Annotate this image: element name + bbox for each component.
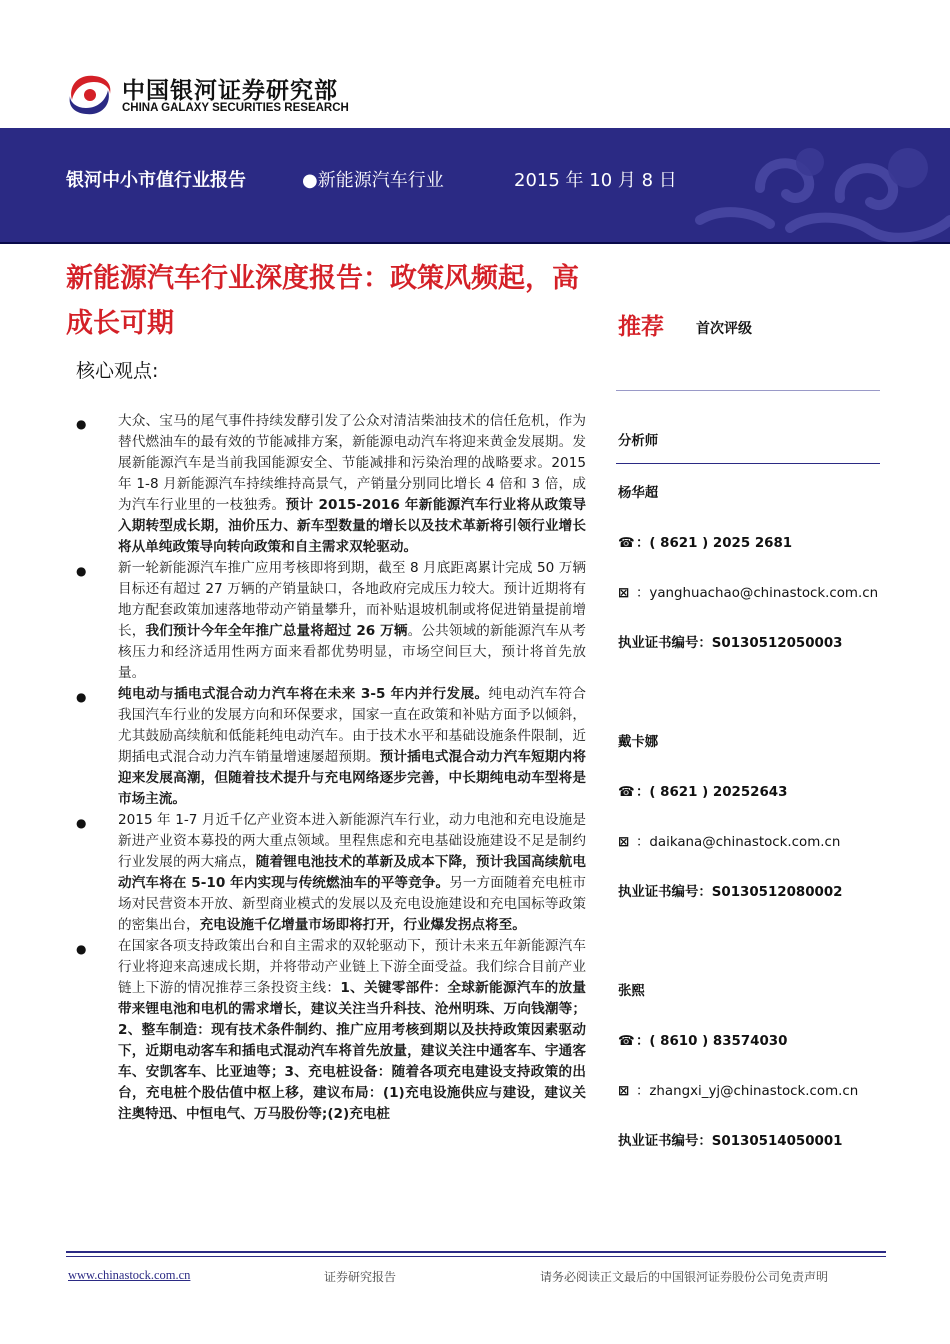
analyst-name: 张熙 (618, 984, 645, 999)
sidebar-divider (616, 463, 880, 464)
rating-label: 推荐 (618, 314, 664, 340)
report-title: 新能源汽车行业深度报告：政策风频起，高成长可期 (66, 263, 579, 339)
report-series: 银河中小市值行业报告 (66, 170, 246, 191)
sidebar-divider (616, 390, 880, 391)
analyst-name: 杨华超 (618, 486, 659, 501)
analyst-email[interactable]: ⊠ ：yanghuachao@chinastock.com.cn (618, 586, 879, 601)
core-view-list (66, 411, 586, 1125)
email-icon: ⊠ (618, 1084, 630, 1099)
footer-label: 证券研究报告 (324, 1270, 397, 1284)
list-item: ● 新一轮新能源汽车推广应用考核即将到期，截至 8 月底距离累计完成 50 万辆目标还有超过 27 万辆的产销量缺口，各地政府完成压力较大。预计近期将有地方配套政策加速落地带动产销量攀升，而补贴退坡机制或将促进销量提前增长，我们预计今年全年推广总量将超过 26 万辆。公共领域的新能源汽车从考核压力和经济适用性两方面来看都优势明显，市场空间巨大，预计将首先放量。 (76, 560, 587, 681)
industry-label: ●新能源汽车行业 (302, 170, 444, 191)
company-name-cn: 中国银河证券研究部 (122, 78, 338, 104)
analyst-email[interactable]: ⊠ ：zhangxi_yj@chinastock.com.cn (618, 1084, 859, 1099)
bullet-icon: ● (76, 942, 87, 956)
list-item: ● 2015 年 1-7 月近千亿产业资本进入新能源汽车行业，动力电池和充电设施是新进产业资本募投的两大重点领域。里程焦虑和充电基础设施建设不足是制约行业发展的两大痛点，随着锂电池技术的革新及成本下降，预计我国高续航电动汽车将在 5-10 年内实现与传统燃油车的平等竞争。另一方面随着充电桩市场对民营资本开放、新型商业模式的发展以及充电设施建设和充电国标等政策的密集出台，充电设施千亿增量市场即将打开，行业爆发拐点将至。 (76, 812, 587, 933)
phone-icon: ☎ (618, 536, 635, 551)
cloud-pattern-icon (640, 128, 950, 244)
bullet-icon: ● (76, 417, 87, 431)
analyst-phone: ☎：( 8621 ) 20252643 (618, 785, 788, 800)
analyst-cert: 执业证书编号：S0130512080002 (618, 885, 843, 900)
footer-divider (66, 1251, 886, 1253)
list-item: ● 纯电动与插电式混合动力汽车将在未来 3-5 年内并行发展。纯电动汽车符合我国汽车行业的发展方向和环保要求，国家一直在政策和补贴方面予以倾斜，尤其鼓励高续航和低能耗纯电动汽车。由于技术水平和基础设施条件限制，近期插电式混合动力汽车销量增速屡超预期。预计插电式混合动力汽车短期内将迎来发展高潮，但随着技术提升与充电网络逐步完善，中长期纯电动车型将是市场主流。 (76, 686, 587, 807)
phone-icon: ☎ (618, 785, 635, 800)
analyst-heading: 分析师 (618, 434, 659, 449)
email-icon: ⊠ (618, 835, 630, 850)
bullet-icon: ● (76, 690, 87, 704)
phone-icon: ☎ (618, 1034, 635, 1049)
report-date: 2015 年 10 月 8 日 (514, 170, 677, 191)
email-icon: ⊠ (618, 586, 630, 601)
company-logo (64, 70, 394, 120)
website-link[interactable]: www.chinastock.com.cn (68, 1268, 191, 1282)
list-item: ● 大众、宝马的尾气事件持续发酵引发了公众对清洁柴油技术的信任危机，作为替代燃油车的最有效的节能减排方案，新能源电动汽车将迎来黄金发展期。发展新能源汽车是当前我国能源安全、节能减排和污染治理的战略要求。2015 年 1-8 月新能源汽车持续维持高景气，产销量分别同比增长 4 倍和 3 倍，成为汽车行业里的一枝独秀。预计 2015-2016 年新能源汽车行业将从政策导入期转型成长期，油价压力、新车型数量的增长以及技术革新将引领行业增长将从单纯政策导向转向政策和自主需求双轮驱动。 (76, 413, 587, 555)
analyst-cert: 执业证书编号：S0130514050001 (618, 1134, 843, 1149)
analyst-email[interactable]: ⊠ ：daikana@chinastock.com.cn (618, 835, 841, 850)
company-name-en: CHINA GALAXY SECURITIES RESEARCH (122, 102, 349, 114)
galaxy-logo-icon (64, 70, 116, 120)
analyst-phone: ☎：( 8621 ) 2025 2681 (618, 536, 793, 551)
analyst-phone: ☎：( 8610 ) 83574030 (618, 1034, 788, 1049)
analyst-name: 戴卡娜 (618, 735, 659, 750)
banner-divider (0, 242, 950, 244)
bullet-icon: ● (76, 816, 87, 830)
core-view-heading: 核心观点: (76, 360, 159, 382)
analyst-cert: 执业证书编号：S0130512050003 (618, 636, 843, 651)
header-banner (0, 128, 950, 244)
rating-note: 首次评级 (696, 321, 752, 337)
bullet-icon: ● (76, 564, 87, 578)
footer-divider (66, 1256, 886, 1257)
list-item: ● 在国家各项支持政策出台和自主需求的双轮驱动下，预计未来五年新能源汽车行业将迎来高速成长期，并将带动产业链上下游全面受益。我们综合目前产业链上下游的情况推荐三条投资主线：1、关键零部件：全球新能源汽车的放量带来锂电池和电机的需求增长，建议关注当升科技、沧州明珠、万向钱潮等；2、整车制造：现有技术条件制约、推广应用考核到期以及扶持政策因素驱动下，近期电动客车和插电式混动汽车将首先放量，建议关注中通客车、宇通客车、安凯客车、比亚迪等；3、充电桩设备：随着各项充电建设支持政策的出台，充电桩个股估值中枢上移，建议布局：(1)充电设施供应与建设，建议关注奥特迅、中恒电气、万马股份等;(2)充电桩 (76, 938, 586, 1122)
footer-disclaimer: 请务必阅读正文最后的中国银河证券股份公司免责声明 (540, 1270, 829, 1284)
